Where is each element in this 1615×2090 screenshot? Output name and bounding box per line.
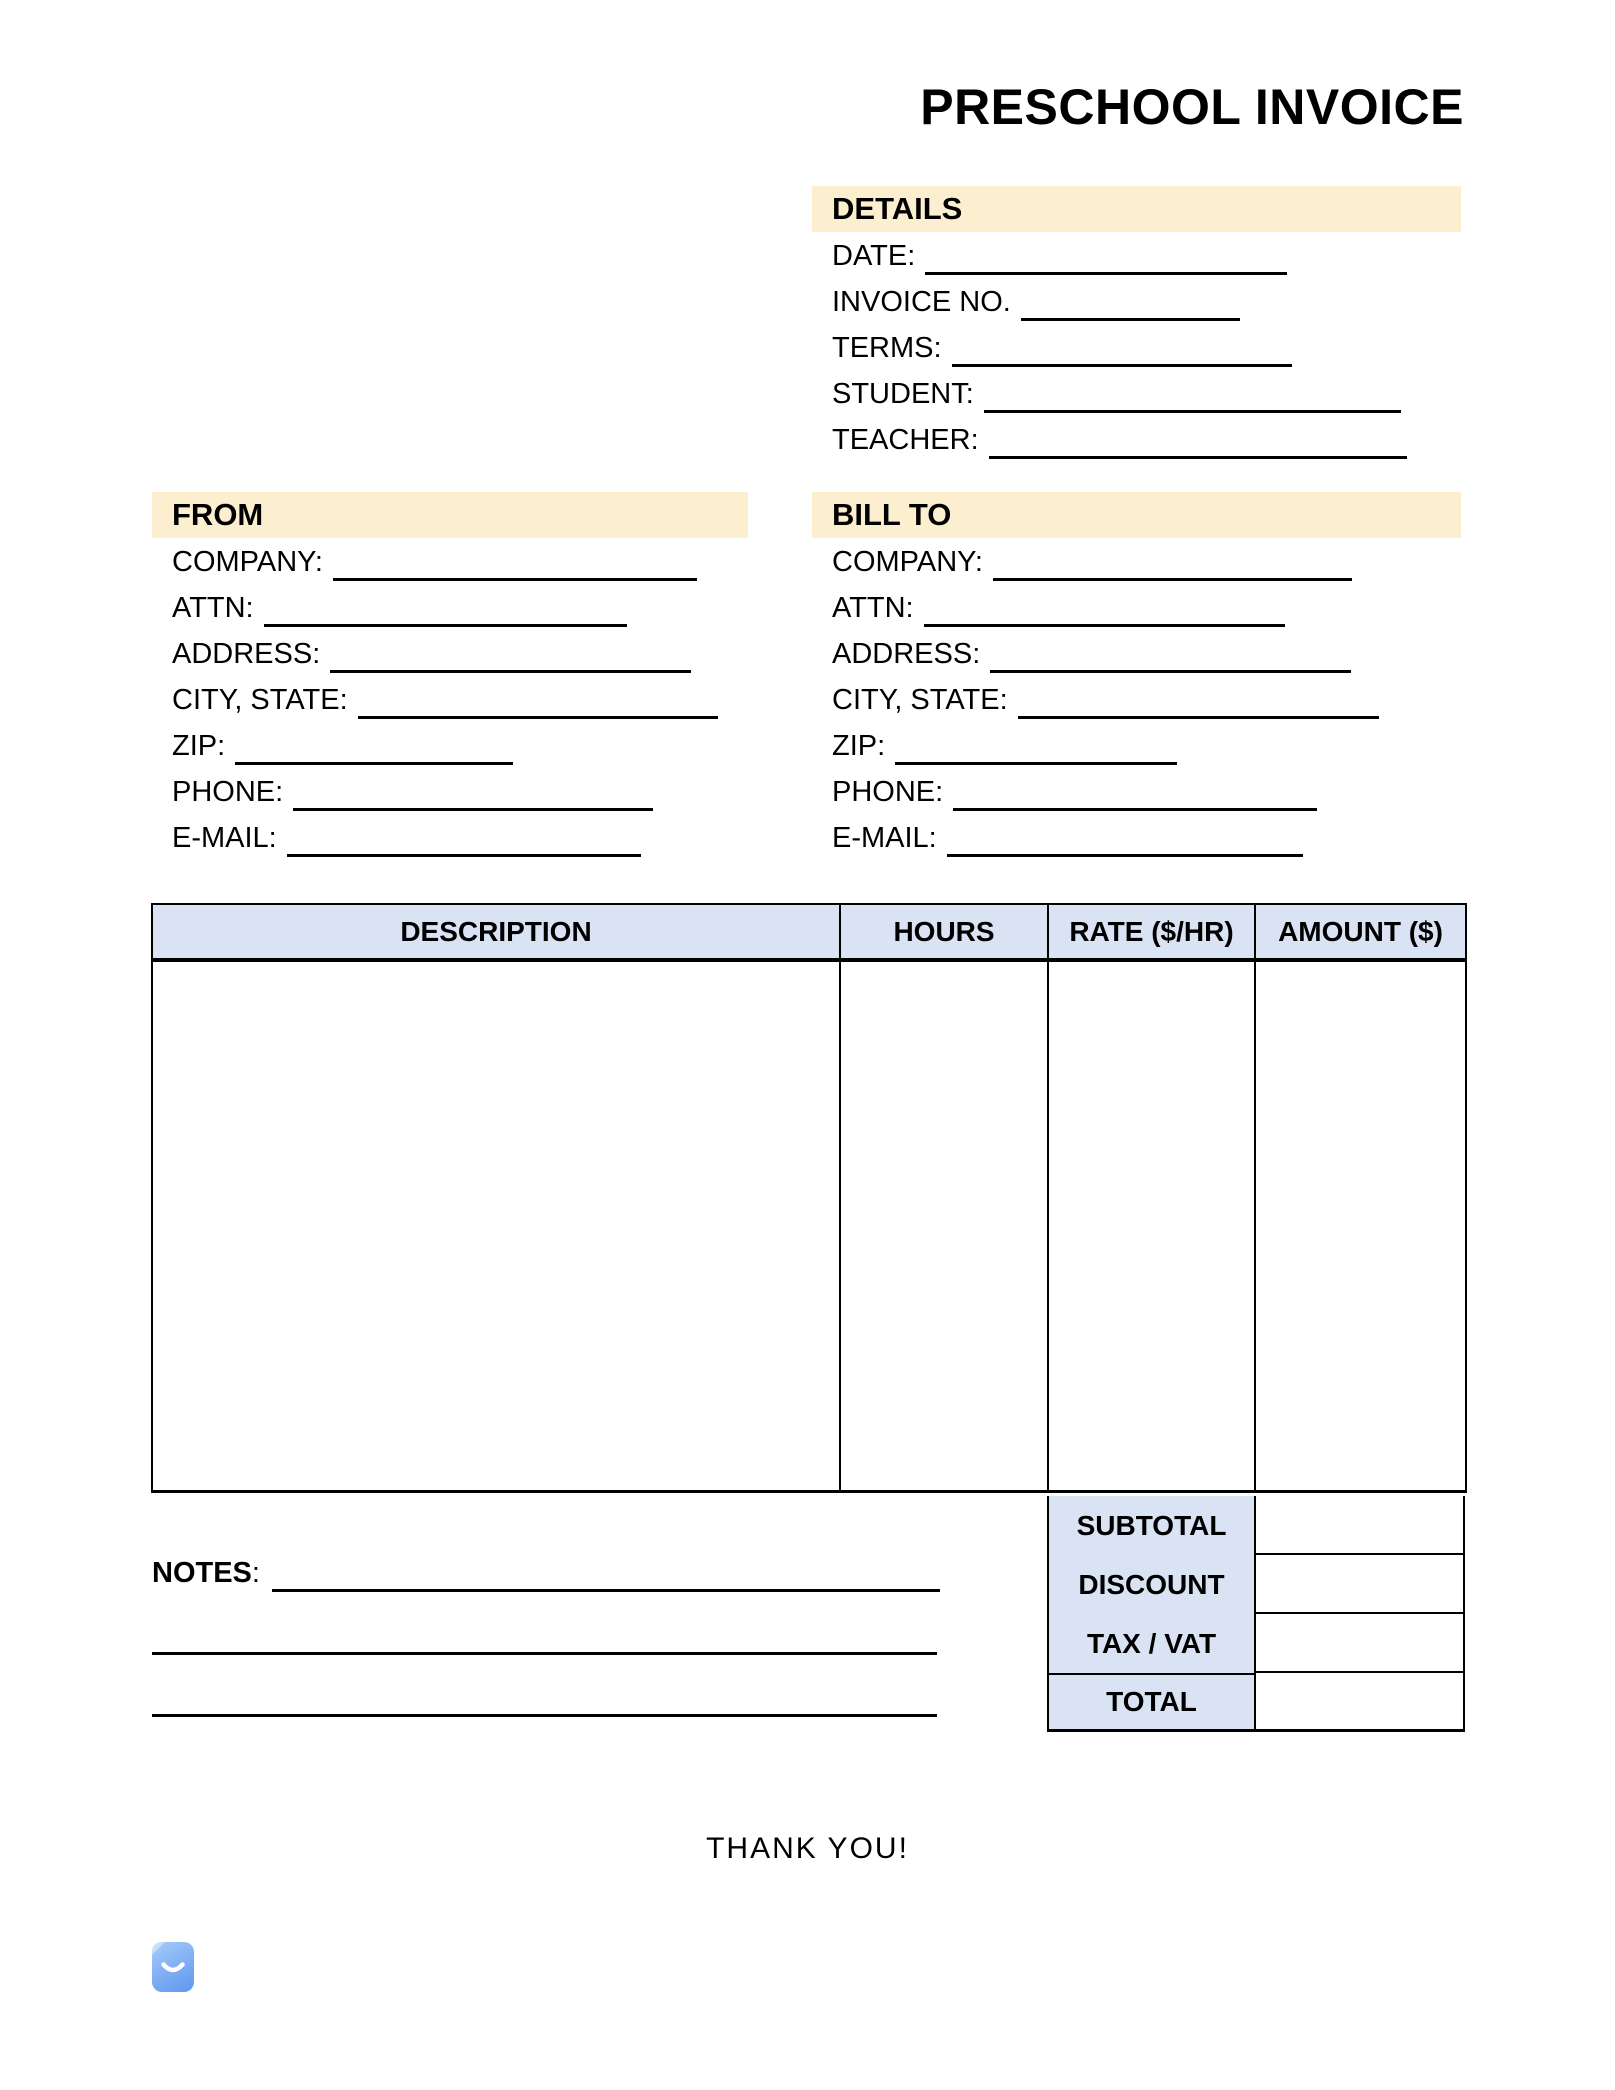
invoice-table-body-row (152, 960, 1466, 1492)
bill-to-section-header: BILL TO (812, 492, 1461, 538)
details-invoice-no-row (812, 278, 1461, 324)
from-phone-row (152, 768, 748, 814)
details-date-row (812, 232, 1461, 278)
page-title: PRESCHOOL INVOICE (920, 79, 1464, 135)
phone-blank-line (293, 807, 653, 811)
details-student-row (812, 370, 1461, 416)
bill-to-zip-row (812, 722, 1461, 768)
student-label: STUDENT: (832, 378, 974, 410)
column-header-hours: HOURS (840, 904, 1048, 960)
bill-to-company-row (812, 538, 1461, 584)
teacher-blank-line (989, 455, 1407, 459)
phone-label: PHONE: (832, 776, 944, 808)
total-value-cell (1254, 1673, 1465, 1732)
email-label: E-MAIL: (172, 822, 277, 854)
email-blank-line (287, 853, 641, 857)
company-blank-line (333, 577, 697, 581)
city-state-blank-line (1018, 715, 1379, 719)
bill-to-attn-row (812, 584, 1461, 630)
thank-you-text: THANK YOU! (706, 1832, 909, 1865)
from-attn-row (152, 584, 748, 630)
attn-label: ATTN: (832, 592, 914, 624)
from-city-state-row (152, 676, 748, 722)
zip-label: ZIP: (832, 730, 886, 762)
notes-blank-line-2 (152, 1652, 937, 1655)
teacher-label: TEACHER: (832, 424, 979, 456)
zip-label: ZIP: (172, 730, 226, 762)
address-label: ADDRESS: (172, 638, 321, 670)
zip-blank-line (235, 761, 513, 765)
terms-label: TERMS: (832, 332, 942, 364)
invoice-table (151, 903, 1467, 1493)
city-state-label: CITY, STATE: (172, 684, 348, 716)
from-zip-row (152, 722, 748, 768)
from-section-header: FROM (152, 492, 748, 538)
column-header-amount: AMOUNT ($) (1255, 904, 1466, 960)
discount-label: DISCOUNT (1047, 1555, 1254, 1614)
phone-label: PHONE: (172, 776, 284, 808)
bill-to-phone-row (812, 768, 1461, 814)
tax-vat-label: TAX / VAT (1047, 1614, 1254, 1673)
smiley-document-logo (152, 1942, 194, 1992)
details-teacher-row (812, 416, 1461, 462)
date-label: DATE: (832, 240, 916, 272)
details-section-header: DETAILS (812, 186, 1461, 232)
bill-to-section (812, 492, 1461, 860)
bill-to-email-row (812, 814, 1461, 860)
notes-row (152, 1549, 940, 1595)
details-terms-row (812, 324, 1461, 370)
total-label: TOTAL (1047, 1673, 1254, 1732)
subtotal-label: SUBTOTAL (1047, 1496, 1254, 1555)
attn-blank-line (264, 623, 627, 627)
rate-cell (1048, 960, 1255, 1492)
attn-label: ATTN: (172, 592, 254, 624)
from-email-row (152, 814, 748, 860)
tax-vat-value-cell (1254, 1614, 1465, 1673)
notes-blank-line-3 (152, 1714, 937, 1717)
company-label: COMPANY: (172, 546, 323, 578)
amount-cell (1255, 960, 1466, 1492)
details-section (812, 186, 1461, 462)
attn-blank-line (924, 623, 1285, 627)
zip-blank-line (895, 761, 1177, 765)
address-blank-line (330, 669, 691, 673)
from-address-row (152, 630, 748, 676)
column-header-description: DESCRIPTION (152, 904, 840, 960)
description-cell (152, 960, 840, 1492)
address-blank-line (990, 669, 1351, 673)
totals-block (1047, 1496, 1465, 1732)
city-state-blank-line (358, 715, 718, 719)
from-section (152, 492, 748, 860)
invoice-table-header-row (152, 904, 1466, 960)
notes-colon: : (251, 1557, 260, 1589)
address-label: ADDRESS: (832, 638, 981, 670)
student-blank-line (984, 409, 1401, 413)
from-company-row (152, 538, 748, 584)
company-label: COMPANY: (832, 546, 983, 578)
phone-blank-line (953, 807, 1317, 811)
email-blank-line (947, 853, 1303, 857)
smile-icon (161, 1962, 185, 1978)
company-blank-line (993, 577, 1352, 581)
city-state-label: CITY, STATE: (832, 684, 1008, 716)
bill-to-city-state-row (812, 676, 1461, 722)
notes-label: NOTES (152, 1557, 252, 1589)
bill-to-address-row (812, 630, 1461, 676)
column-header-rate: RATE ($/HR) (1048, 904, 1255, 960)
invoice-no-blank-line (1021, 317, 1240, 321)
subtotal-value-cell (1254, 1496, 1465, 1555)
invoice-no-label: INVOICE NO. (832, 286, 1011, 318)
hours-cell (840, 960, 1048, 1492)
notes-blank-line-1 (272, 1588, 940, 1592)
terms-blank-line (952, 363, 1292, 367)
discount-value-cell (1254, 1555, 1465, 1614)
date-blank-line (925, 271, 1287, 275)
email-label: E-MAIL: (832, 822, 937, 854)
